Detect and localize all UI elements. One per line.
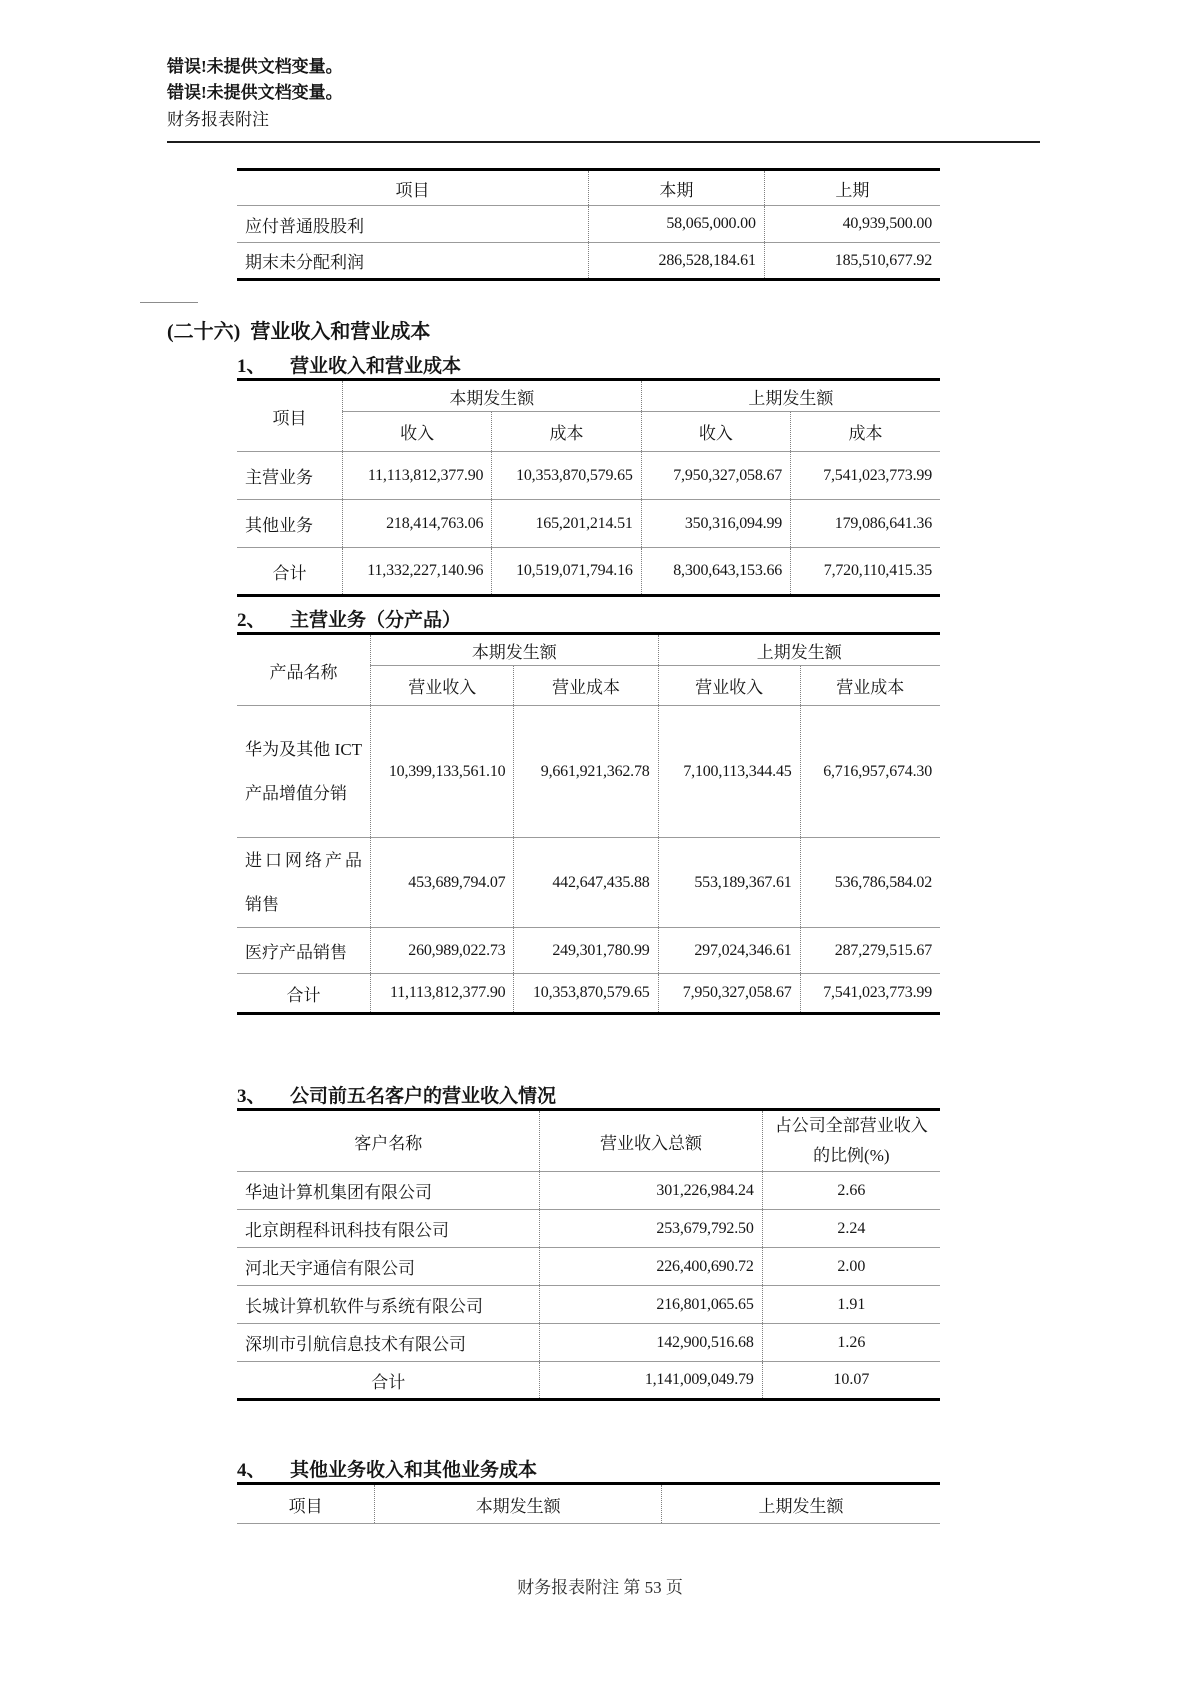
total-row bbox=[237, 974, 940, 1014]
subsection-1-heading bbox=[237, 351, 461, 378]
col-header-current-group: 本期发生额 bbox=[371, 634, 659, 666]
col-header-cost: 成本 bbox=[791, 412, 940, 452]
col-header-income: 收入 bbox=[641, 412, 790, 452]
table-row bbox=[237, 1248, 940, 1286]
col-header-item: 项目 bbox=[237, 1484, 375, 1524]
value-cell: 7,541,023,773.99 bbox=[791, 452, 940, 500]
value-cell: 249,301,780.99 bbox=[514, 928, 658, 974]
header-doc-title: 财务报表附注 bbox=[167, 109, 269, 129]
table-row bbox=[237, 500, 940, 548]
value-cell: 185,510,677.92 bbox=[764, 243, 940, 280]
col-header-current: 本期 bbox=[589, 170, 765, 206]
col-header-prior: 上期 bbox=[764, 170, 940, 206]
product-breakdown-table bbox=[237, 632, 940, 1015]
value-cell: 10,353,870,579.65 bbox=[514, 974, 658, 1014]
section-title: 营业收入和营业成本 bbox=[250, 321, 431, 343]
col-header-income: 收入 bbox=[342, 412, 491, 452]
value-cell: 8,300,643,153.66 bbox=[641, 548, 790, 596]
header-error-line-1: 错误!未提供文档变量。 bbox=[167, 57, 343, 76]
top-customers-table bbox=[237, 1108, 940, 1401]
value-cell: 2.66 bbox=[762, 1172, 940, 1210]
value-cell: 40,939,500.00 bbox=[764, 206, 940, 243]
col-header-product: 产品名称 bbox=[237, 634, 371, 706]
value-cell: 2.00 bbox=[762, 1248, 940, 1286]
value-cell: 297,024,346.61 bbox=[658, 928, 800, 974]
value-cell: 218,414,763.06 bbox=[342, 500, 491, 548]
row-label: 合计 bbox=[237, 974, 371, 1014]
row-label: 北京朗程科讯科技有限公司 bbox=[237, 1210, 540, 1248]
subsection-title: 主营业务（分产品） bbox=[290, 610, 462, 631]
col-header-current-group: 本期发生额 bbox=[342, 380, 641, 412]
page-header bbox=[167, 54, 343, 133]
value-cell: 301,226,984.24 bbox=[540, 1172, 762, 1210]
col-header-prior-group: 上期发生额 bbox=[641, 380, 940, 412]
table-row bbox=[237, 1210, 940, 1248]
value-cell: 10,353,870,579.65 bbox=[492, 452, 641, 500]
value-cell: 165,201,214.51 bbox=[492, 500, 641, 548]
other-business-table bbox=[237, 1482, 940, 1524]
col-header-revenue: 营业收入总额 bbox=[540, 1110, 762, 1172]
row-label: 合计 bbox=[237, 548, 342, 596]
section-number: (二十六) bbox=[167, 321, 241, 343]
col-header-cost: 营业成本 bbox=[514, 666, 658, 706]
value-cell: 453,689,794.07 bbox=[371, 838, 514, 928]
subsection-2-heading bbox=[237, 605, 461, 632]
value-cell: 1.91 bbox=[762, 1286, 940, 1324]
row-label: 进口网络产品销售 bbox=[237, 838, 371, 928]
subsection-3-heading bbox=[237, 1081, 556, 1108]
row-label: 应付普通股股利 bbox=[237, 206, 589, 243]
value-cell: 11,113,812,377.90 bbox=[342, 452, 491, 500]
row-label: 其他业务 bbox=[237, 500, 342, 548]
total-row bbox=[237, 548, 940, 596]
table-row bbox=[237, 243, 940, 280]
row-label: 合计 bbox=[237, 1362, 540, 1400]
value-cell: 287,279,515.67 bbox=[800, 928, 940, 974]
col-header-item: 项目 bbox=[237, 380, 342, 452]
col-header-prior-group: 上期发生额 bbox=[658, 634, 940, 666]
row-label: 长城计算机软件与系统有限公司 bbox=[237, 1286, 540, 1324]
page-footer: 财务报表附注 第 53 页 bbox=[517, 1578, 683, 1597]
value-cell: 2.24 bbox=[762, 1210, 940, 1248]
value-cell: 260,989,022.73 bbox=[371, 928, 514, 974]
row-label: 医疗产品销售 bbox=[237, 928, 371, 974]
value-cell: 11,113,812,377.90 bbox=[371, 974, 514, 1014]
value-cell: 7,541,023,773.99 bbox=[800, 974, 940, 1014]
subsection-title: 公司前五名客户的营业收入情况 bbox=[290, 1086, 557, 1107]
value-cell: 536,786,584.02 bbox=[800, 838, 940, 928]
table-row bbox=[237, 1324, 940, 1362]
value-cell: 179,086,641.36 bbox=[791, 500, 940, 548]
dividends-table bbox=[237, 168, 940, 281]
table-row bbox=[237, 206, 940, 243]
value-cell: 10,519,071,794.16 bbox=[492, 548, 641, 596]
value-cell: 442,647,435.88 bbox=[514, 838, 658, 928]
col-header-cost: 营业成本 bbox=[800, 666, 940, 706]
table-row bbox=[237, 928, 940, 974]
table-row bbox=[237, 838, 940, 928]
subsection-number: 1、 bbox=[237, 356, 266, 377]
total-row bbox=[237, 1362, 940, 1400]
row-label: 华迪计算机集团有限公司 bbox=[237, 1172, 540, 1210]
header-rule bbox=[167, 141, 1040, 143]
value-cell: 10.07 bbox=[762, 1362, 940, 1400]
table-row bbox=[237, 1172, 940, 1210]
value-cell: 253,679,792.50 bbox=[540, 1210, 762, 1248]
col-header-ratio: 占公司全部营业收入的比例(%) bbox=[762, 1110, 940, 1172]
table-row bbox=[237, 1286, 940, 1324]
value-cell: 58,065,000.00 bbox=[589, 206, 765, 243]
value-cell: 553,189,367.61 bbox=[658, 838, 800, 928]
value-cell: 286,528,184.61 bbox=[589, 243, 765, 280]
table-row bbox=[237, 452, 940, 500]
subsection-number: 3、 bbox=[237, 1086, 266, 1107]
table-row bbox=[237, 706, 940, 838]
row-label: 华为及其他 ICT 产品增值分销 bbox=[237, 706, 371, 838]
value-cell: 10,399,133,561.10 bbox=[371, 706, 514, 838]
subsection-number: 2、 bbox=[237, 610, 266, 631]
value-cell: 216,801,065.65 bbox=[540, 1286, 762, 1324]
col-header-item: 项目 bbox=[237, 170, 589, 206]
value-cell: 11,332,227,140.96 bbox=[342, 548, 491, 596]
col-header-cost: 成本 bbox=[492, 412, 641, 452]
value-cell: 7,100,113,344.45 bbox=[658, 706, 800, 838]
subsection-title: 其他业务收入和其他业务成本 bbox=[290, 1460, 538, 1481]
value-cell: 350,316,094.99 bbox=[641, 500, 790, 548]
value-cell: 1,141,009,049.79 bbox=[540, 1362, 762, 1400]
row-label: 河北天宇通信有限公司 bbox=[237, 1248, 540, 1286]
col-header-revenue: 营业收入 bbox=[371, 666, 514, 706]
subsection-number: 4、 bbox=[237, 1460, 266, 1481]
col-header-revenue: 营业收入 bbox=[658, 666, 800, 706]
value-cell: 1.26 bbox=[762, 1324, 940, 1362]
row-label: 主营业务 bbox=[237, 452, 342, 500]
subsection-title: 营业收入和营业成本 bbox=[290, 356, 462, 377]
row-label: 深圳市引航信息技术有限公司 bbox=[237, 1324, 540, 1362]
value-cell: 6,716,957,674.30 bbox=[800, 706, 940, 838]
subsection-4-heading bbox=[237, 1455, 537, 1482]
col-header-current: 本期发生额 bbox=[375, 1484, 662, 1524]
col-header-prior: 上期发生额 bbox=[662, 1484, 940, 1524]
revenue-cost-table bbox=[237, 378, 940, 597]
value-cell: 9,661,921,362.78 bbox=[514, 706, 658, 838]
row-label: 期末未分配利润 bbox=[237, 243, 589, 280]
value-cell: 7,950,327,058.67 bbox=[641, 452, 790, 500]
value-cell: 226,400,690.72 bbox=[540, 1248, 762, 1286]
footnote-separator-line bbox=[140, 302, 198, 303]
section-26-heading bbox=[167, 315, 430, 344]
value-cell: 7,720,110,415.35 bbox=[791, 548, 940, 596]
value-cell: 7,950,327,058.67 bbox=[658, 974, 800, 1014]
header-error-line-2: 错误!未提供文档变量。 bbox=[167, 83, 343, 103]
value-cell: 142,900,516.68 bbox=[540, 1324, 762, 1362]
col-header-client: 客户名称 bbox=[237, 1110, 540, 1172]
